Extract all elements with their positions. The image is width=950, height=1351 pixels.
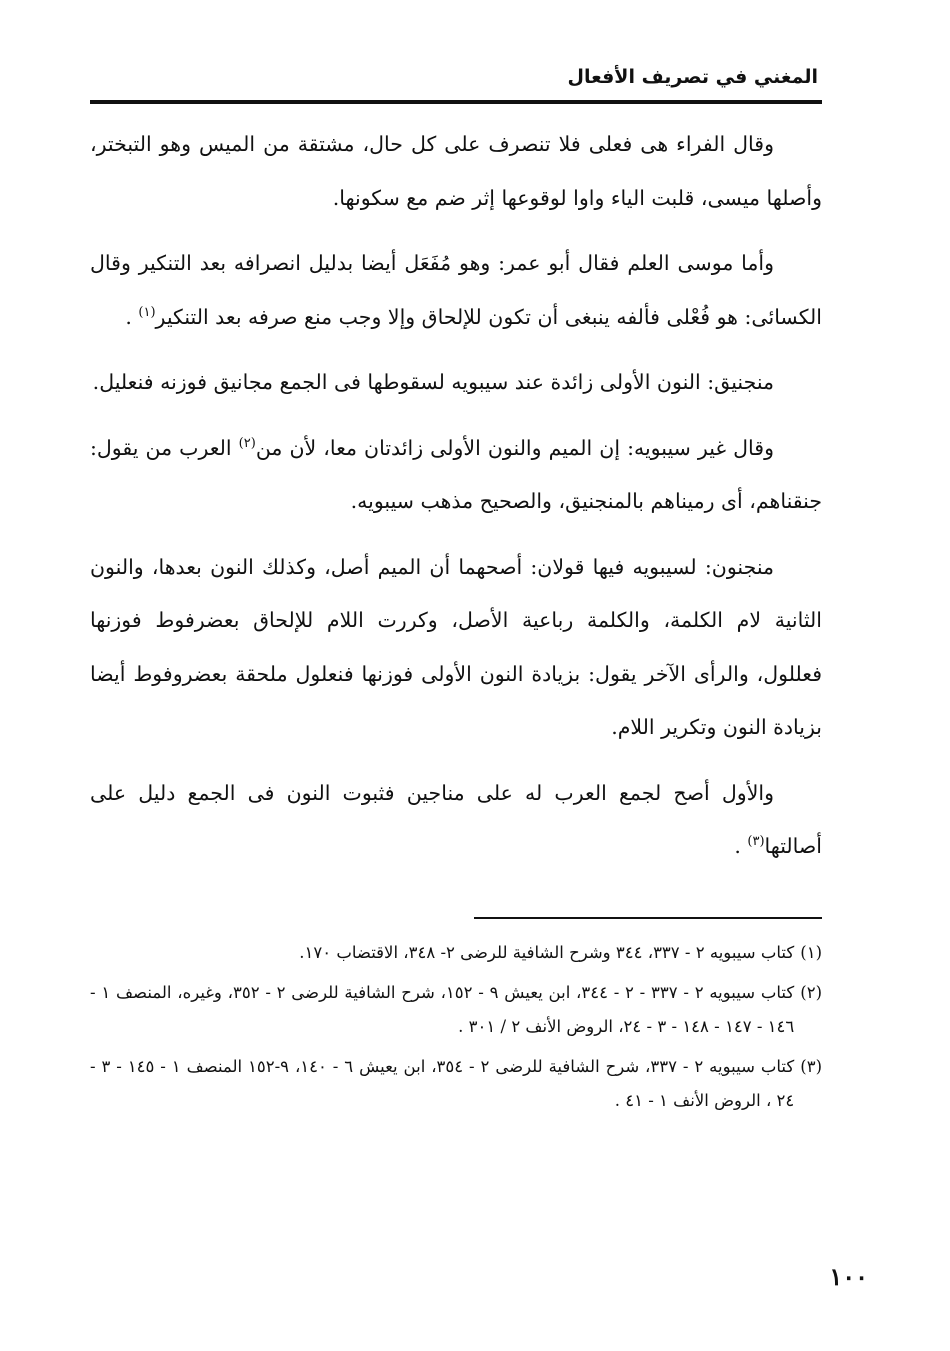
- running-header: المغني في تصريف الأفعال: [567, 66, 818, 88]
- main-text: [90, 118, 822, 886]
- footnote-ref[interactable]: (٢): [238, 435, 256, 451]
- footnote-ref[interactable]: (٣): [747, 834, 765, 850]
- footnote-text: كتاب سيبويه ٢ - ٣٣٧، شرح الشافية للرضى ٢ - ٣٥٤، ابن يعيش ٦ - ١٤٠، ٩-١٥٢ المنصف ١ - ١٤٥ - ٣ - ٢٤ ، الروض الأنف ١ - ٤١ .: [90, 1057, 795, 1110]
- footnote-separator: [474, 917, 822, 919]
- footnote: [90, 1050, 822, 1118]
- footnote-number: (٢): [800, 983, 822, 1002]
- footnote-number: (١): [800, 943, 822, 962]
- paragraph: وقال غير سيبويه: إن الميم والنون الأولى زائدتان معا، لأن من$^{(٢)}$ العرب من يقول: جنقناهم، أى رميناهم بالمنجنيق، والصحيح مذهب سيبويه.: [90, 435, 822, 513]
- paragraph: وقال الفراء هى فعلى فلا تنصرف على كل حال، مشتقة من الميس وهو التبختر، وأصلها ميسى، قلبت الياء واوا لوقوعها إثر ضم مع سكونها.: [90, 132, 822, 210]
- footnote-text: كتاب سيبويه ٢ - ٣٣٧، ٣٤٤ وشرح الشافية للرضى ٢- ٣٤٨، الاقتضاب ١٧٠.: [299, 943, 795, 962]
- paragraph: منجنيق: النون الأولى زائدة عند سيبويه لسقوطها فى الجمع مجانيق فوزنه فنعليل.: [92, 370, 774, 394]
- paragraph: والأول أصح لجمع العرب له على مناجين فثبوت النون فى الجمع دليل على أصالتها$^{(٣)}$ .: [90, 780, 822, 858]
- page-number: ١٠٠: [829, 1262, 868, 1291]
- paragraph: وأما موسى العلم فقال أبو عمر: وهو مُفَعَل أيضا بدليل انصرافه بعد التنكير وقال الكسائى: هو فُعْلى فألفه ينبغى أن تكون للإلحاق وإلا وجب منع صرفه بعد التنكير$^{(١)}$ .: [90, 251, 822, 329]
- footnote: [90, 936, 822, 970]
- paragraph: منجنون: لسيبويه فيها قولان: أصحهما أن الميم أصل، وكذلك النون بعدها، والنون الثانية لام الكلمة، والكلمة رباعية الأصل، وكررت اللام للإلحاق بعضرفوط فوزنها فعللول، والرأى الآخر يقول: بزيادة النون الأولى فوزنها فنعلول ملحقة بعضروفوط أيضا بزيادة النون وتكرير اللام.: [90, 554, 822, 739]
- footnote-text: كتاب سيبويه ٢ - ٣٣٧ - ٢ - ٣٤٤، ابن يعيش ٩ - ١٥٢، شرح الشافية للرضى ٢ - ٣٥٢، وغيره، المنصف ١ - ١٤٦ - ١٤٧ - ١٤٨ - ٣ - ٢٤، الروض الأنف ٢ / ٣٠١ .: [90, 983, 795, 1036]
- footnote: [90, 976, 822, 1044]
- header-rule: [90, 100, 822, 104]
- footnote-ref[interactable]: (١): [138, 304, 156, 320]
- footnote-number: (٣): [800, 1057, 822, 1076]
- footnotes: [90, 936, 822, 1124]
